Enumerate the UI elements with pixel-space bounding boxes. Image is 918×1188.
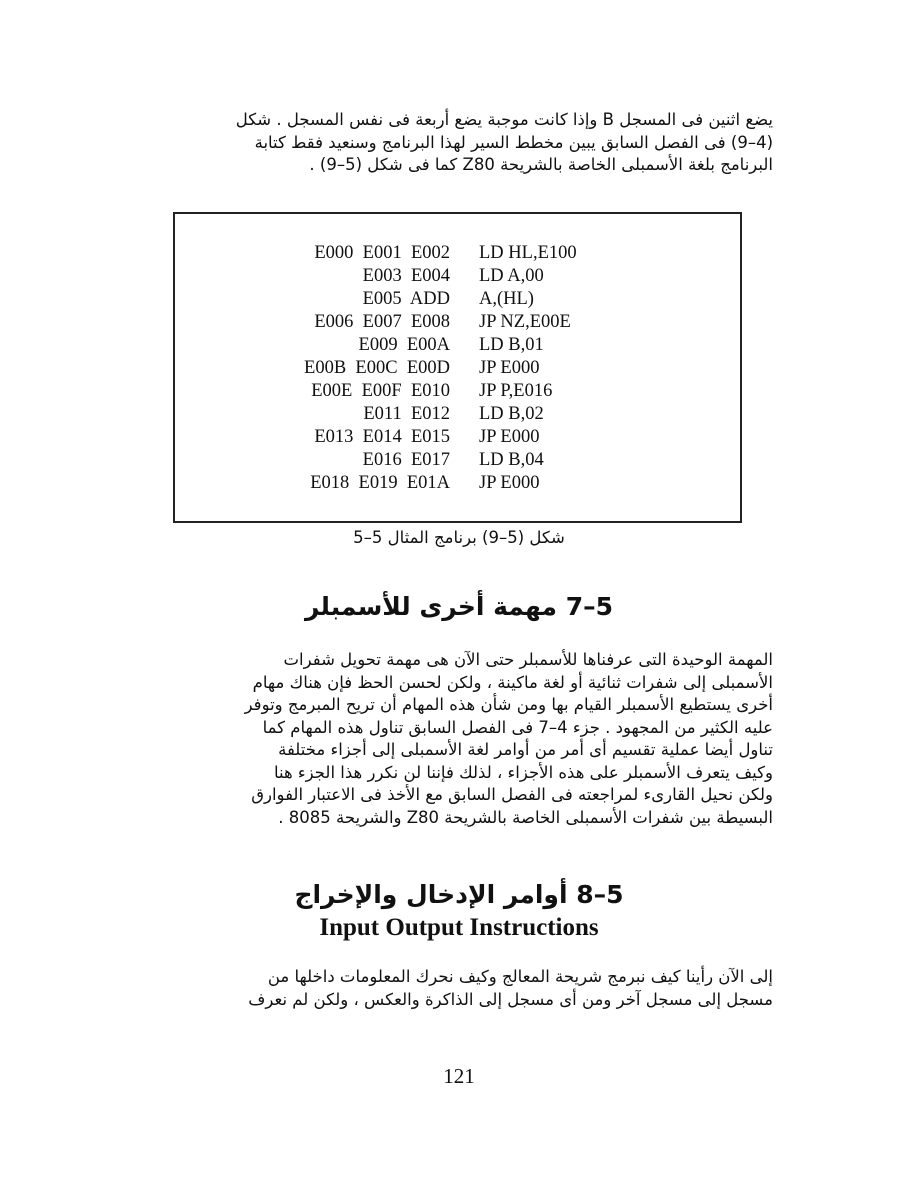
code-line <box>175 427 740 450</box>
intro-paragraph <box>133 109 773 177</box>
code-line <box>175 450 740 473</box>
text-line: (4–9) فى الفصل السابق يبين مخطط السير لهذا البرنامج وسنعيد فقط كتابة <box>254 132 773 152</box>
text-line: الأسمبلى إلى شفرات ثنائية أو لغة ماكينة ، ولكن لحسن الحظ فإن هناك مهام <box>252 672 773 692</box>
code-line <box>175 266 740 289</box>
code-line <box>175 404 740 427</box>
code-instruction: JP E000 <box>479 427 540 447</box>
code-line <box>175 358 740 381</box>
text-line: أخرى يستطيع الأسمبلر القيام بها ومن شأن هذه المهام أن تريح المبرمج وتوفر <box>244 695 773 714</box>
code-instruction: JP P,E016 <box>479 381 553 401</box>
section-heading: 5–8 أوامر الإدخال والإخراج <box>294 880 624 909</box>
section-heading: 5–7 مهمة أخرى للأسمبلر <box>304 592 614 621</box>
text-line: عليه الكثير من المجهود . جزء 4–7 فى الفصل السابق تناول هذه المهام كما <box>262 717 773 737</box>
text-line: البرنامج بلغة الأسمبلى الخاصة بالشريحة Z80 كما فى شكل (5–9) . <box>309 155 773 174</box>
code-address: E016 E017 <box>362 450 450 470</box>
code-address: E006 E007 E008 <box>314 312 450 332</box>
code-instruction: LD B,04 <box>479 450 544 470</box>
text-line: وكيف يتعرف الأسمبلر على هذه الأجزاء ، لذلك فإننا لن نكرر هذا الجزء هنا <box>273 762 773 782</box>
code-line <box>175 381 740 404</box>
code-address: E005 ADD <box>362 289 450 309</box>
code-line <box>175 312 740 335</box>
section-paragraph <box>133 649 773 829</box>
code-instruction: A,(HL) <box>479 289 534 309</box>
code-line <box>175 473 740 496</box>
code-instruction: JP E000 <box>479 358 540 378</box>
text-line: مسجل إلى مسجل آخر ومن أى مسجل إلى الذاكرة والعكس ، ولكن لم نعرف <box>248 989 773 1009</box>
code-address: E003 E004 <box>362 266 450 286</box>
code-address: E011 E012 <box>363 404 450 424</box>
code-instruction: JP NZ,E00E <box>479 312 571 332</box>
code-address: E000 E001 E002 <box>314 243 450 263</box>
code-address: E013 E014 E015 <box>314 427 450 447</box>
text-line: ولكن نحيل القارىء لمراجعته فى الفصل السابق مع الأخذ فى الاعتبار الفوارق <box>251 785 773 804</box>
code-line <box>175 335 740 358</box>
code-line <box>175 243 740 266</box>
text-line: المهمة الوحيدة التى عرفناها للأسمبلر حتى الآن هى مهمة تحويل شفرات <box>283 650 773 669</box>
code-address: E00E E00F E010 <box>311 381 450 401</box>
section-paragraph <box>133 966 773 1011</box>
code-instruction: LD B,01 <box>479 335 544 355</box>
code-instruction: LD HL,E100 <box>479 243 577 263</box>
code-instruction: LD A,00 <box>479 266 544 286</box>
figure-caption: شكل (5–9) برنامج المثال 5–5 <box>353 528 565 547</box>
code-address: E00B E00C E00D <box>304 358 450 378</box>
code-instruction: LD B,02 <box>479 404 544 424</box>
text-line: البسيطة بين شفرات الأسمبلى الخاصة بالشريحة Z80 والشريحة 8085 . <box>278 807 773 827</box>
code-instruction: JP E000 <box>479 473 540 493</box>
section-subtitle: Input Output Instructions <box>319 914 599 941</box>
program-listing-box <box>173 212 742 523</box>
code-address: E009 E00A <box>358 335 450 355</box>
text-line: يضع اثنين فى المسجل B وإذا كانت موجبة يضع أربعة فى نفس المسجل . شكل <box>235 110 773 129</box>
text-line: تناول أيضا عملية تقسيم أى أمر من أوامر لغة الأسمبلى إلى أجزاء مختلفة <box>278 740 773 759</box>
page-number: 121 <box>443 1064 475 1088</box>
code-line <box>175 289 740 312</box>
code-address: E018 E019 E01A <box>310 473 450 493</box>
text-line: إلى الآن رأينا كيف نبرمج شريحة المعالج وكيف نحرك المعلومات داخلها من <box>267 967 773 986</box>
